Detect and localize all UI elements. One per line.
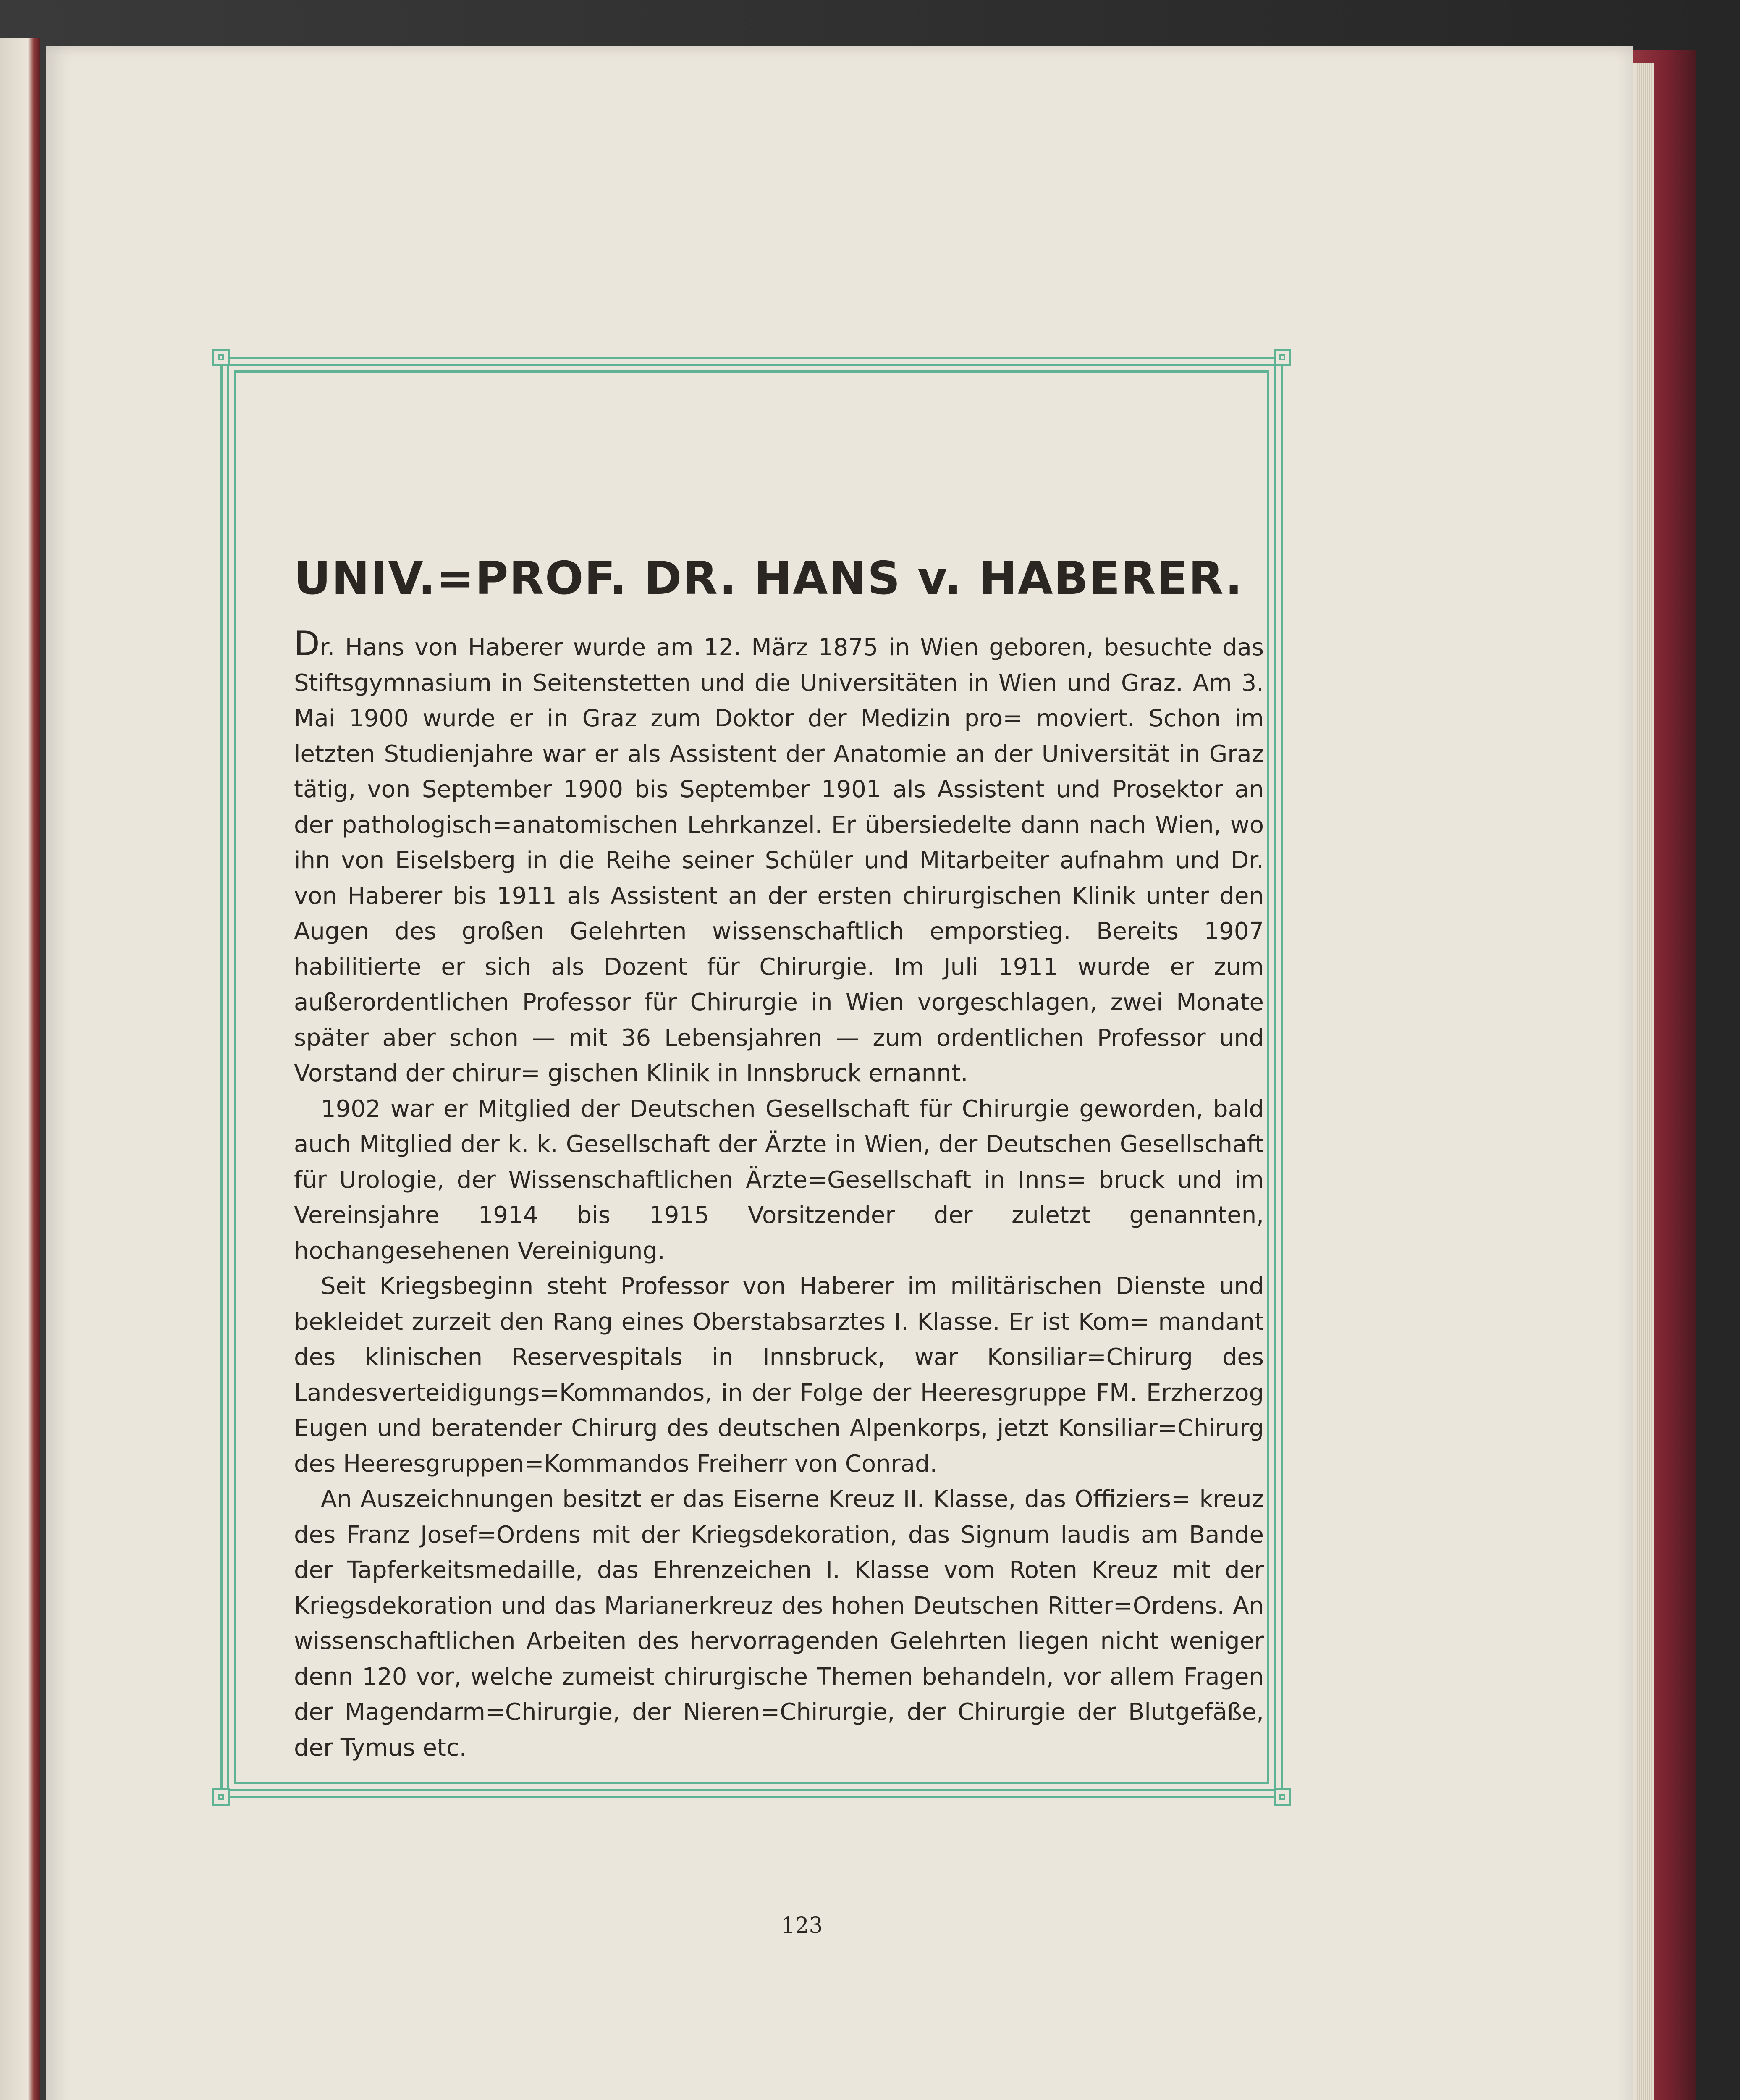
frame-corner-ornament [212, 1788, 230, 1806]
frame-corner-ornament [212, 349, 230, 366]
paragraph-honours: An Auszeichnungen besitzt er das Eiserne Kreuz II. Klasse, das Offiziers= kreuz des Franz Josef=Ordens mit der Kriegsdekoration, das Signum laudis am Bande der Tapferkeitsmedaille, das Ehrenzeichen I. Klasse vom Roten Kreuz mit der Kriegsdekoration und das Marianerkreuz des hohen Deutschen Ritter=Ordens. An wissenschaftlichen Arbeiten des hervorragenden Gelehrten liegen nicht weniger denn 120 vor, welche zumeist chirurgische Themen behandeln, vor allem Fragen der Magendarm=Chirurgie, der Nieren=Chirurgie, der Chirurgie der Blutgefäße, der Tymus etc. [294, 1486, 1264, 1761]
page-number: 123 [781, 1913, 823, 1938]
drop-cap: D [294, 624, 320, 663]
paragraph-military-service: Seit Kriegsbeginn steht Professor von Haberer im militärischen Dienste und bekleidet zurzeit den Rang eines Oberstabsarztes I. Klasse. Er ist Kom= mandant des klinischen Reservespitals in Innsbruck, war Konsiliar=Chirurg des Landesverteidigungs=Kommandos, in der Folge der Heeresgruppe FM. Erzherzog Eugen und beratender Chirurg des deutschen Alpenkorps, jetzt Konsiliar=Chirurg des Heeresgruppen=Kommandos Freiherr von Conrad. [294, 1273, 1264, 1478]
left-page-edge [0, 38, 40, 2100]
frame-corner-ornament [1274, 349, 1291, 366]
paragraph-text: r. Hans von Haberer wurde am 12. März 1875 in Wien geboren, besuchte das Stiftsgymnasium in Seitenstetten und die Universitäten in Wien und Graz. Am 3. Mai 1900 wurde er in Graz zum Doktor der Medizin pro= moviert. Schon im letzten Studienjahre war er als Assistent der Anatomie an der Universität in Graz tätig, von September 1900 bis September 1901 als Assistent und Prosektor an der pathologisch=anatomischen Lehrkanzel. Er übersiedelte dann nach Wien, wo ihn von Eiselsberg in die Reihe seiner Schüler und Mitarbeiter aufnahm und Dr. von Haberer bis 1911 als Assistent an der ersten chirurgischen Klinik unter den Augen des großen Gelehrten wissenschaftlich emporstieg. Bereits 1907 habilitierte er sich als Dozent für Chirurgie. Im Juli 1911 wurde er zum außerordentlichen Professor für Chirurgie in Wien vorgeschlagen, zwei Monate später aber schon — mit 36 Lebensjahren — zum ordentlichen Professor und Vorstand der chirur= gischen Klinik in Innsbruck ernannt. [294, 634, 1264, 1087]
page-title: UNIV.=PROF. DR. HANS v. HABERER. [294, 552, 1243, 605]
paragraph-memberships: 1902 war er Mitglied der Deutschen Gesellschaft für Chirurgie geworden, bald auch Mitglied der k. k. Gesellschaft der Ärzte in Wien, der Deutschen Gesellschaft für Urologie, der Wissenschaftlichen Ärzte=Gesellschaft in Inns= bruck und im Vereinsjahre 1914 bis 1915 Vorsitzender der zuletzt genannten, hochangesehenen Vereinigung. [294, 1095, 1264, 1265]
book-page [46, 46, 1633, 2100]
article-body [294, 552, 1264, 1766]
paragraph-biography [294, 624, 1264, 1092]
frame-corner-ornament [1274, 1788, 1291, 1806]
